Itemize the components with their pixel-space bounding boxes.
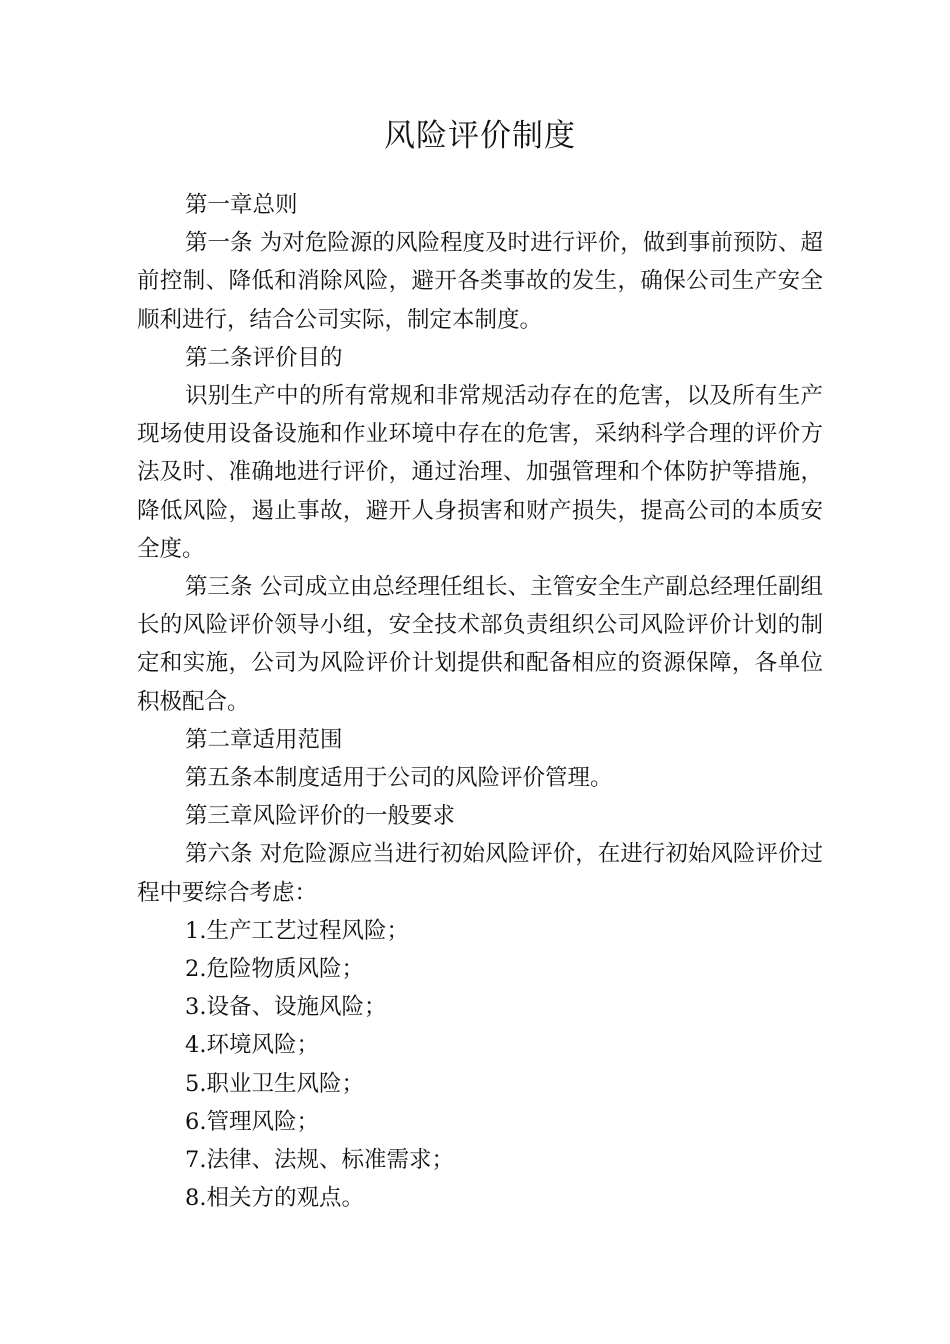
chapter-2-heading: 第二章适用范围 <box>185 726 343 753</box>
document-body <box>137 186 823 1217</box>
list-item: 6.管理风险； <box>185 1108 319 1135</box>
article-6-paragraph: 第六条 对危险源应当进行初始风险评价，在进行初始风险评价过程中要综合考虑： <box>137 841 823 906</box>
article-5-paragraph: 第五条本制度适用于公司的风险评价管理。 <box>185 765 613 792</box>
list-item: 7.法律、法规、标准需求； <box>185 1147 454 1174</box>
article-2-heading: 第二条评价目的 <box>185 344 343 371</box>
chapter-1-heading: 第一章总则 <box>185 192 298 218</box>
list-item: 2.危险物质风险； <box>185 956 364 983</box>
list-item: 5.职业卫生风险； <box>185 1070 364 1097</box>
document-title: 风险评价制度 <box>384 118 576 154</box>
list-item: 8.相关方的观点。 <box>185 1185 364 1212</box>
article-2-paragraph: 识别生产中的所有常规和非常规活动存在的危害，以及所有生产现场使用设备设施和作业环境中存在的危害，采纳科学合理的评价方法及时、准确地进行评价，通过治理、加强管理和个体防护等措施，降低风险，遏止事故，避开人身损害和财产损失，提高公司的本质安全度。 <box>137 383 823 562</box>
list-item: 4.环境风险； <box>185 1032 319 1059</box>
list-item: 3.设备、设施风险； <box>185 994 387 1021</box>
chapter-3-heading: 第三章风险评价的一般要求 <box>185 803 456 830</box>
list-item: 1.生产工艺过程风险； <box>185 917 409 944</box>
article-1-paragraph: 第一条 为对危险源的风险程度及时进行评价，做到事前预防、超前控制、降低和消除风险，避开各类事故的发生，确保公司生产安全顺利进行，结合公司实际，制定本制度。 <box>137 230 823 333</box>
article-3-paragraph: 第三条 公司成立由总经理任组长、主管安全生产副总经理任副组长的风险评价领导小组，安全技术部负责组织公司风险评价计划的制定和实施，公司为风险评价计划提供和配备相应的资源保障，各单位积极配合。 <box>137 574 823 715</box>
